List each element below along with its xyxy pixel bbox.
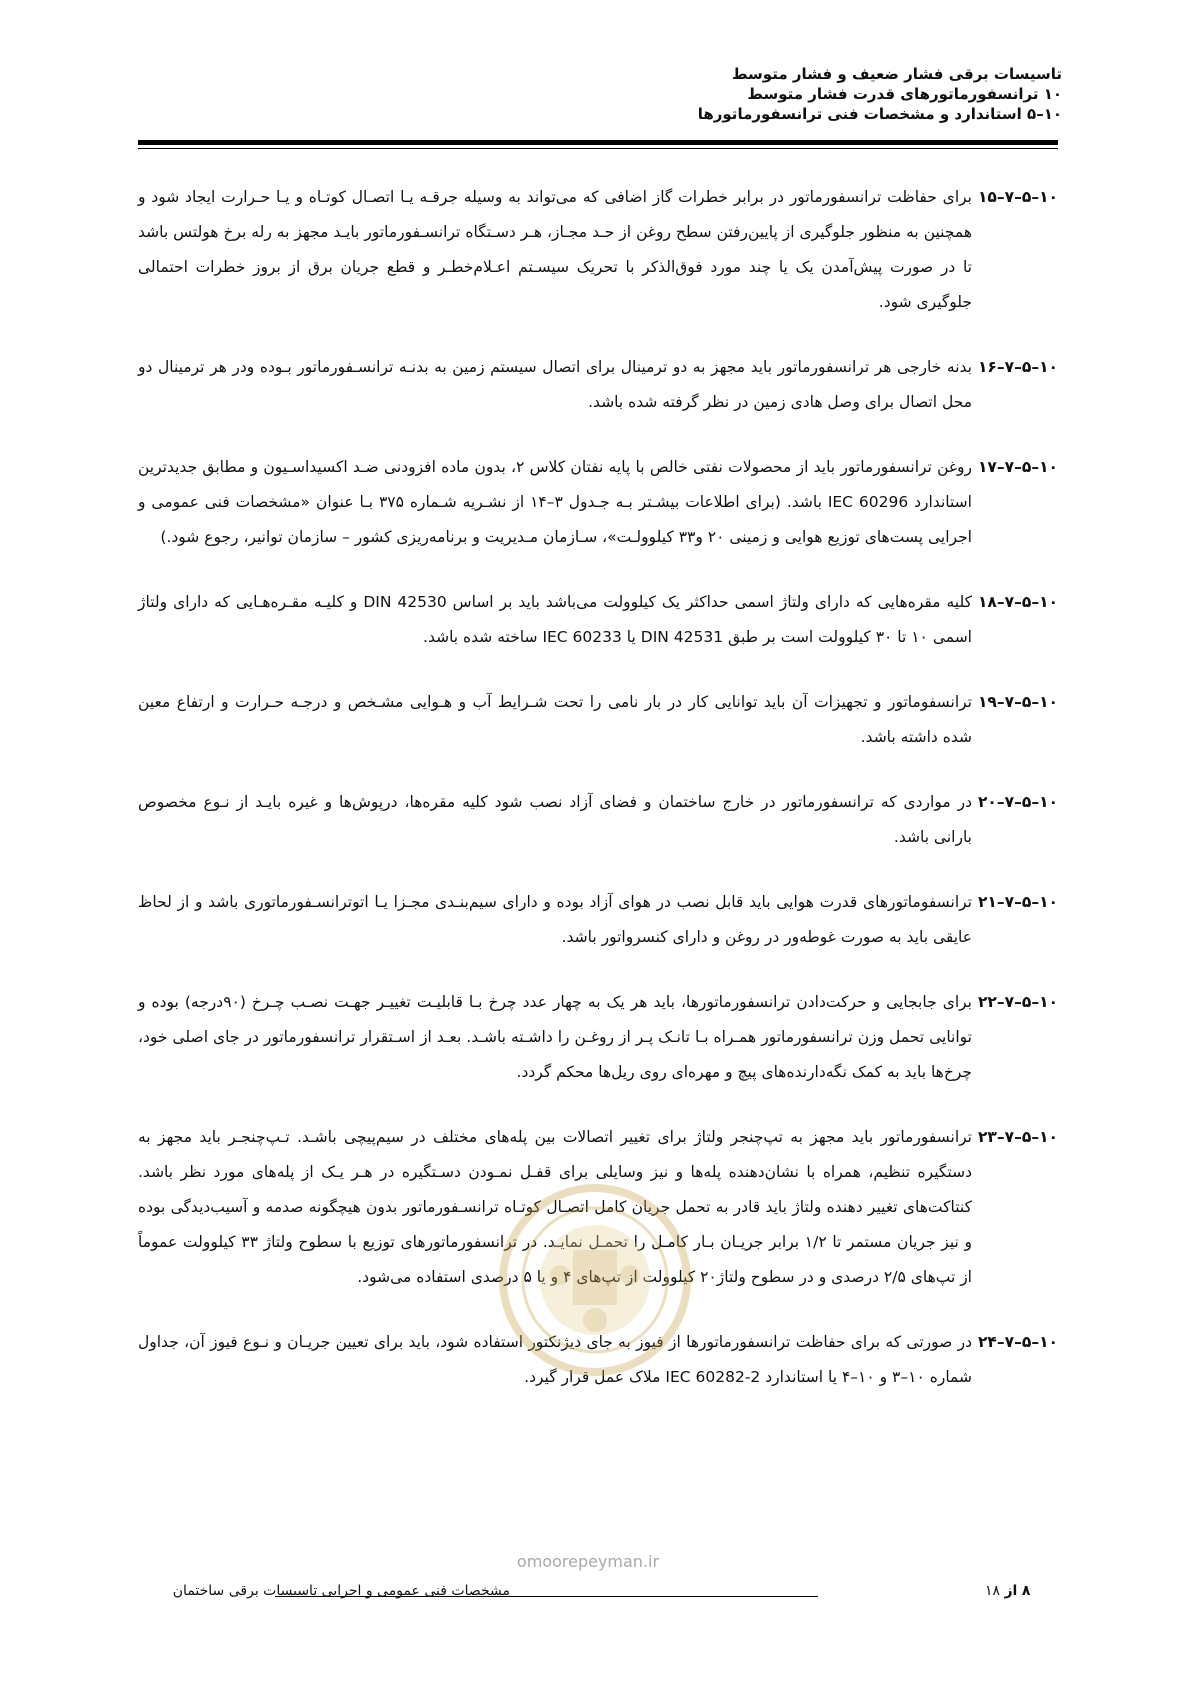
clause-item xyxy=(138,985,1058,1090)
clause-list xyxy=(138,180,1058,1425)
clause-item xyxy=(138,1325,1058,1395)
clause-item xyxy=(138,885,1058,955)
clause-text: برای حفاظت ترانسفورماتور در برابر خطرات گاز اضافی که می‌تواند به وسیله جرقـه یـا اتصـال کوتـاه و یـا حـرارت ایجاد شود و همچنین به منظور جلوگیری از پایین‌رفتن سطح روغن از حـد مجـاز، هـر دسـتگاه ترانسـفورماتور بایـد مجهز به رله برخ هولتس باشد تا در صورت پیش‌آمدن یک یا چند مورد فوق‌الذکر با تحریک سیسـتم اعـلام‌خطـر و قطع جریان برق از بروز خطرات احتمالی جلوگیری شود. xyxy=(138,188,972,311)
clause-item xyxy=(138,785,1058,855)
page-number-current: ۸ xyxy=(1021,1583,1031,1599)
clause-number: ۱۰–۵–۷–۲۰ xyxy=(977,793,1058,811)
page-number-of: از xyxy=(1004,1583,1018,1599)
clause-text: در مواردی که ترانسفورماتور در خارج ساختمان و فضای آزاد نصب شود کلیه مقره‌ها، درپوش‌ها و غیره بایـد از نـوع مخصوص بارانی باشد. xyxy=(138,793,972,846)
header-thick-rule xyxy=(138,140,1058,145)
clause-text: روغن ترانسفورماتور باید از محصولات نفتی خالص با پایه نفتان کلاس ۲، بدون ماده افزودنی ضـد اکسیداسـیون و مطابق جدیدترین استاندارد IEC 60296 باشد. (برای اطلاعات بیشـتر بـه جـدول ۳–۱۴ از نشـریه شـماره ۳۷۵ بـا عنوان «مشخصات فنی عمومی و اجرایی پست‌های توزیع هوایی و زمینی ۲۰ و۳۳ کیلوولـت»، سـازمان مـدیریت و برنامه‌ریزی کشور – سازمان توانیر، رجوع شود.) xyxy=(138,458,972,546)
header-line-2: ۱۰ ترانسفورماتورهای قدرت فشار متوسط xyxy=(747,85,1062,103)
clause-number: ۱۰–۵–۷–۱۶ xyxy=(977,358,1058,376)
clause-text: کلیه مقره‌هایی که دارای ولتاژ اسمی حداکثر یک کیلوولت می‌باشد باید بر اساس DIN 42530 و کلیـه مقـره‌هـایی که دارای ولتاژ اسمی ۱۰ تا ۳۰ کیلوولت است بر طبق DIN 42531 یا IEC 60233 ساخته شده باشد. xyxy=(138,593,972,646)
page-header xyxy=(122,64,1062,124)
page-number xyxy=(985,1583,1030,1599)
clause-number: ۱۰–۵–۷–۲۲ xyxy=(977,993,1058,1011)
clause-item xyxy=(138,1120,1058,1295)
watermark-text: omoorepeyman.ir xyxy=(516,1552,660,1571)
clause-item xyxy=(138,450,1058,555)
clause-text: بدنه خارجی هر ترانسفورماتور باید مجهز به دو ترمینال برای اتصال سیستم زمین به بدنـه ترانسـفورماتور بـوده ودر هر ترمینال دو محل اتصال برای وصل هادی زمین در نظر گرفته شده باشد. xyxy=(138,358,972,411)
clause-text: ترانسفوماتورهای قدرت هوایی باید قابل نصب در هوای آزاد بوده و دارای سیم‌بنـدی مجـزا یـا اتوترانسـفورماتوری باشد و از لحاظ عایقی باید به صورت غوطه‌ور در روغن و دارای کنسرواتور باشد. xyxy=(138,893,972,946)
clause-item xyxy=(138,585,1058,655)
header-line-1: تاسیسات برقی فشار ضعیف و فشار متوسط xyxy=(731,65,1062,83)
clause-number: ۱۰–۵–۷–۱۵ xyxy=(977,188,1058,206)
clause-number: ۱۰–۵–۷–۱۹ xyxy=(977,693,1058,711)
clause-text: ترانسفورماتور باید مجهز به تپ‌چنجر ولتاژ برای تغییر اتصالات بین پله‌های مختلف در سیم‌پیچی باشـد. تـپ‌چنجـر باید مجهز به دستگیره تنظیم، همراه با نشان‌دهنده پله‌ها و نیز وسایلی برای قفـل نمـودن دسـتگیره در هـر یـک از پله‌های مورد نظر باشد. کنتاکت‌های تغییر دهنده ولتاژ باید قادر به تحمل جریان کامل اتصـال کوتـاه ترانسـفورماتور بدون هیچگونه صدمه و آسیب‌دیدگی بوده و نیز جریان مستمر تا ۱/۲ برابر جریـان بـار کامـل را تحمـل نمایـد. در ترانسفورماتورهای توزیع با سطوح ولتاژ ۳۳ کیلوولت عموماً از تپ‌های ۲/۵ درصدی و در سطوح ولتاژ۲۰ کیلوولت از تپ‌های ۴ و یا ۵ درصدی استفاده می‌شود. xyxy=(138,1128,973,1286)
header-thin-rule xyxy=(138,148,1058,149)
clause-item xyxy=(138,685,1058,755)
header-line-3: ۱۰–۵ استاندارد و مشخصات فنی ترانسفورماتورها xyxy=(697,105,1062,123)
clause-number: ۱۰–۵–۷–۱۷ xyxy=(977,458,1058,476)
page-number-total: ۱۸ xyxy=(985,1583,1001,1599)
clause-text: برای جابجایی و حرکت‌دادن ترانسفورماتورها، باید هر یک به چهار عدد چرخ بـا قابلیـت تغییـر جهـت نصـب چـرخ (۹۰درجه) بوده و توانایی تحمل وزن ترانسفورماتور همـراه بـا تانـک پـر از روغـن را داشـته باشـد. بعـد از اسـتقرار ترانسفورماتور در جای اصلی خود، چرخ‌ها باید به کمک نگه‌دارنده‌های پیچ و مهره‌ای روی ریل‌ها محکم گردد. xyxy=(138,993,972,1081)
footer-title: مشخصات فنی عمومی و اجرایی تاسیسات برقی ساختمان xyxy=(172,1583,510,1599)
clause-text: در صورتی که برای حفاظت ترانسفورماتورها از فیوز به جای دیژنکتور استفاده شود، باید برای تعیین جریـان و نـوع فیوز آن، جداول شماره ۱۰–۳ و ۱۰–۴ یا استاندارد IEC 60282-2 ملاک عمل قرار گیرد. xyxy=(138,1333,972,1386)
clause-number: ۱۰–۵–۷–۲۴ xyxy=(977,1333,1058,1351)
clause-number: ۱۰–۵–۷–۲۳ xyxy=(977,1128,1058,1146)
clause-text: ترانسفوماتور و تجهیزات آن باید توانایی کار در بار نامی را تحت شـرایط آب و هـوایی مشـخص و درجـه حـرارت و ارتفاع معین شده داشته باشد. xyxy=(138,693,972,746)
clause-item xyxy=(138,350,1058,420)
clause-number: ۱۰–۵–۷–۱۸ xyxy=(977,593,1058,611)
clause-number: ۱۰–۵–۷–۲۱ xyxy=(977,893,1058,911)
clause-item xyxy=(138,180,1058,320)
